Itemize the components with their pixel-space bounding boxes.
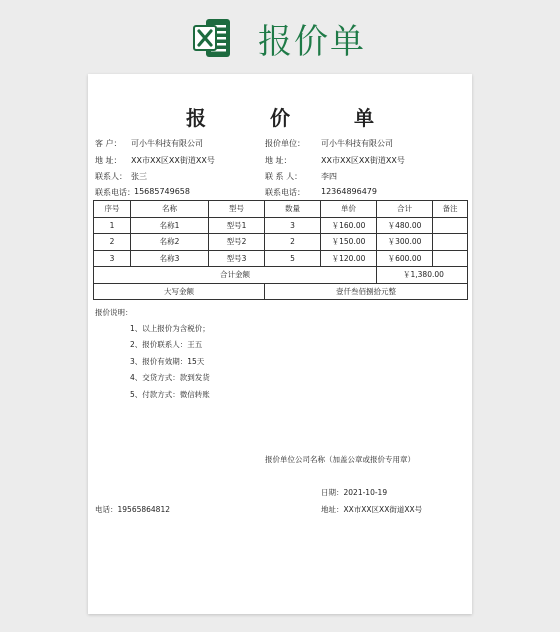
- quotation-table: [93, 200, 468, 300]
- customer-row: [95, 138, 203, 149]
- header-banner: [0, 0, 560, 72]
- banner-title: 报价单: [258, 22, 366, 62]
- table-cell: 名称2: [131, 234, 209, 251]
- header-cell: 型号: [209, 201, 265, 218]
- capital-value: 壹仟叁佰捌拾元整: [265, 283, 468, 300]
- customer-phone-label: 联系电话：: [95, 188, 135, 197]
- company-signature: 报价单位公司名称（加盖公章或报价专用章）: [265, 455, 415, 464]
- table-cell: 名称3: [131, 250, 209, 267]
- table-cell: 型号1: [209, 217, 265, 234]
- customer-value: 可小牛科技有限公司: [131, 139, 203, 148]
- note-item: 2、报价联系人：王五: [130, 340, 203, 349]
- vendor-address-row: [265, 155, 405, 166]
- table-cell: ￥480.00: [377, 217, 433, 234]
- vendor-value: 可小牛科技有限公司: [321, 139, 393, 148]
- table-cell: 型号2: [209, 234, 265, 251]
- table-cell: ￥160.00: [321, 217, 377, 234]
- total-row: [94, 267, 468, 284]
- table-cell: ￥300.00: [377, 234, 433, 251]
- note-item: 4、交货方式：款到发货: [130, 373, 210, 382]
- vendor-contact-label: 联 系 人：: [265, 172, 303, 181]
- table-cell: 5: [265, 250, 321, 267]
- customer-contact-row: [95, 171, 147, 182]
- note-item: 3、报价有效期：15天: [130, 357, 205, 366]
- vendor-phone-row: [265, 187, 377, 198]
- vendor-contact-row: [265, 171, 337, 182]
- excel-icon: [192, 17, 232, 59]
- header-cell: 单价: [321, 201, 377, 218]
- capital-label: 大写金额: [94, 283, 265, 300]
- note-item: 5、付款方式：微信转账: [130, 390, 210, 399]
- header-cell: 序号: [94, 201, 131, 218]
- customer-phone-row: [95, 187, 190, 198]
- capital-row: [94, 283, 468, 300]
- total-value: ￥1,380.00: [377, 267, 468, 284]
- table-cell: 2: [94, 234, 131, 251]
- header-cell: 数量: [265, 201, 321, 218]
- customer-contact-label: 联系人：: [95, 172, 127, 181]
- table-cell: [433, 250, 468, 267]
- title-char-1: 报: [186, 106, 206, 130]
- customer-address-value: XX市XX区XX街道XX号: [131, 156, 215, 165]
- table-cell: 3: [94, 250, 131, 267]
- vendor-row: [265, 138, 393, 149]
- table-cell: ￥150.00: [321, 234, 377, 251]
- signature-date: 日期：2021-10-19: [321, 488, 388, 497]
- vendor-address-value: XX市XX区XX街道XX号: [321, 156, 405, 165]
- header-cell: 合计: [377, 201, 433, 218]
- footer-phone: 电话：19565864812: [95, 505, 170, 514]
- vendor-address-label: 地 址：: [265, 156, 292, 165]
- customer-address-label: 地 址：: [95, 156, 122, 165]
- table-row: [94, 250, 468, 267]
- quotation-sheet: [88, 74, 472, 614]
- table-cell: ￥120.00: [321, 250, 377, 267]
- table-row: [94, 217, 468, 234]
- total-label: 合计金额: [94, 267, 377, 284]
- title-char-3: 单: [354, 106, 374, 130]
- document-title: [88, 102, 472, 132]
- vendor-label: 报价单位：: [265, 139, 305, 148]
- title-char-2: 价: [270, 106, 290, 130]
- table-cell: [433, 217, 468, 234]
- table-cell: 3: [265, 217, 321, 234]
- table-cell: [433, 234, 468, 251]
- vendor-phone-label: 联系电话：: [265, 188, 305, 197]
- footer-address: 地址：XX市XX区XX街道XX号: [321, 505, 423, 514]
- table-cell: 1: [94, 217, 131, 234]
- header-cell: 名称: [131, 201, 209, 218]
- table-row: [94, 234, 468, 251]
- table-cell: ￥600.00: [377, 250, 433, 267]
- note-item: 1、以上报价为含税价；: [130, 324, 210, 333]
- customer-phone-value: 15685749658: [134, 187, 190, 196]
- customer-label: 客 户：: [95, 139, 122, 148]
- table-cell: 名称1: [131, 217, 209, 234]
- vendor-contact-value: 李四: [321, 172, 337, 181]
- header-cell: 备注: [433, 201, 468, 218]
- vendor-phone-value: 12364896479: [321, 187, 377, 196]
- notes-title: 报价说明：: [95, 308, 133, 317]
- table-cell: 2: [265, 234, 321, 251]
- customer-address-row: [95, 155, 215, 166]
- customer-contact-value: 张三: [131, 172, 147, 181]
- table-cell: 型号3: [209, 250, 265, 267]
- table-header-row: [94, 201, 468, 218]
